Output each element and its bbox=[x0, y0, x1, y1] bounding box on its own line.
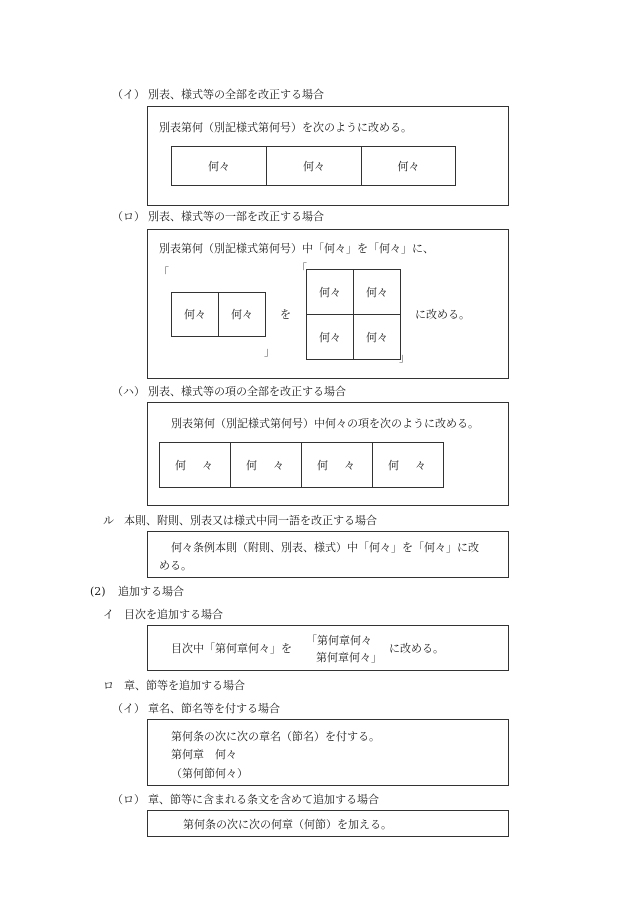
section-ro-text: 別表第何（別記様式第何号）中「何々」を「何々」に、 bbox=[159, 242, 434, 255]
section-2-label: (2) bbox=[90, 585, 106, 598]
section-ru-text-line1: 何々条例本則（附則、別表、様式）中「何々」を「何々」に改 bbox=[171, 541, 479, 554]
table-cell: 何々 bbox=[306, 269, 354, 315]
section-2-i-text-before: 目次中「第何章何々」を bbox=[171, 642, 292, 655]
section-2-i-example-box bbox=[147, 625, 509, 671]
section-ro-heading: 別表、様式等の一部を改正する場合 bbox=[148, 210, 324, 223]
section-i-label: （イ） bbox=[112, 88, 145, 101]
section-2-ro-label: ロ bbox=[103, 679, 114, 692]
table-cell: 何々 bbox=[361, 146, 456, 186]
section-ru-label: ル bbox=[103, 514, 114, 527]
table-cell: 何 々 bbox=[372, 442, 444, 488]
open-quote-left: 「 bbox=[158, 266, 169, 279]
particle-wo: を bbox=[280, 308, 291, 321]
section-ha-text: 別表第何（別記様式第何号）中何々の項を次のように改める。 bbox=[171, 417, 479, 430]
section-2-ro-i-line1: 第何条の次に次の章名（節名）を付する。 bbox=[171, 730, 380, 743]
table-cell: 何 々 bbox=[230, 442, 302, 488]
section-2-ro-heading: 章、節等を追加する場合 bbox=[124, 679, 245, 692]
section-2-ro-ro-text: 第何条の次に次の何章（何節）を加える。 bbox=[183, 818, 392, 831]
section-ru-text-line2: める。 bbox=[159, 559, 192, 572]
section-i-heading: 別表、様式等の全部を改正する場合 bbox=[148, 88, 324, 101]
open-quote-right: 「 bbox=[296, 262, 307, 275]
table-cell: 何々 bbox=[306, 314, 354, 360]
table-cell: 何々 bbox=[171, 292, 219, 337]
section-ha-label: （ハ） bbox=[112, 385, 145, 398]
section-i-text: 別表第何（別記様式第何号）を次のように改める。 bbox=[159, 121, 412, 134]
section-ru-example-box bbox=[147, 531, 509, 578]
section-ha-example-box bbox=[147, 402, 509, 506]
close-quote-right: 」 bbox=[399, 351, 410, 364]
section-2-ro-ro-label: （ロ） bbox=[112, 793, 145, 806]
section-2-ro-i-heading: 章名、節名等を付する場合 bbox=[148, 702, 280, 715]
section-i-table bbox=[171, 146, 456, 186]
table-cell: 何々 bbox=[353, 314, 401, 360]
section-2-ro-i-label: （イ） bbox=[112, 702, 145, 715]
section-2-i-heading: 目次を追加する場合 bbox=[124, 608, 223, 621]
table-cell: 何々 bbox=[171, 146, 267, 186]
section-2-heading: 追加する場合 bbox=[118, 585, 184, 598]
section-ro-suffix: に改める。 bbox=[415, 308, 470, 321]
section-i-example-box bbox=[147, 106, 509, 206]
section-2-i-label: イ bbox=[103, 608, 114, 621]
section-2-ro-ro-heading: 章、節等に含まれる条文を含めて追加する場合 bbox=[148, 793, 379, 806]
section-ru-heading: 本則、附則、別表又は様式中同一語を改正する場合 bbox=[124, 514, 377, 527]
table-cell: 何々 bbox=[266, 146, 362, 186]
table-cell: 何々 bbox=[353, 269, 401, 315]
section-2-i-text-after: に改める。 bbox=[389, 642, 444, 655]
section-ro-label: （ロ） bbox=[112, 210, 145, 223]
table-cell: 何 々 bbox=[301, 442, 373, 488]
toc-stack-line1: 「第何章何々 bbox=[306, 634, 372, 647]
toc-stack-line2: 第何章何々」 bbox=[316, 651, 382, 664]
section-2-ro-i-example-box bbox=[147, 719, 509, 786]
table-cell: 何々 bbox=[218, 292, 266, 337]
section-2-ro-ro-example-box bbox=[147, 810, 509, 837]
section-2-ro-i-line3: （第何節何々） bbox=[171, 767, 248, 780]
section-ha-heading: 別表、様式等の項の全部を改正する場合 bbox=[148, 385, 346, 398]
section-ro-example-box bbox=[147, 229, 509, 379]
close-quote-left: 」 bbox=[264, 345, 275, 358]
section-2-ro-i-line2: 第何章 何々 bbox=[171, 748, 237, 761]
table-cell: 何 々 bbox=[159, 442, 231, 488]
